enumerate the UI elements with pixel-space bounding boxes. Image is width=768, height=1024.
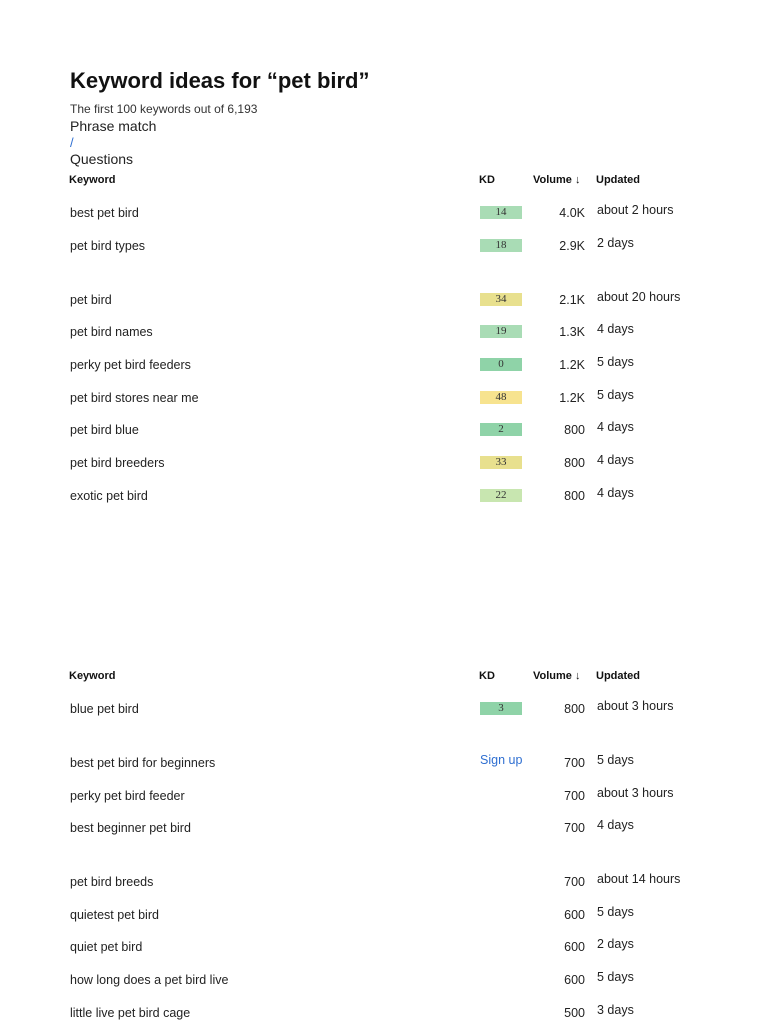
volume-value: 600 — [564, 973, 585, 987]
volume-value: 800 — [564, 702, 585, 716]
volume-value: 800 — [564, 489, 585, 503]
volume-value: 1.2K — [559, 391, 585, 405]
column-header-keyword[interactable]: Keyword — [69, 174, 116, 186]
keywords-table-2 — [0, 668, 768, 1024]
keyword-link[interactable]: pet bird types — [70, 239, 146, 253]
kd-badge: 14 — [480, 206, 522, 219]
table-row — [0, 441, 768, 474]
volume-value: 700 — [564, 875, 585, 889]
keyword-link[interactable]: little live pet bird cage — [70, 1006, 191, 1020]
column-header-updated[interactable]: Updated — [596, 174, 640, 186]
questions-filter[interactable]: Questions — [70, 151, 134, 167]
table-row — [0, 926, 768, 958]
keyword-link[interactable]: best beginner pet bird — [70, 821, 191, 835]
table-row — [0, 224, 768, 257]
volume-value: 700 — [564, 821, 585, 835]
table-row — [0, 192, 768, 224]
updated-value: 5 days — [597, 355, 634, 369]
updated-value: 3 days — [597, 1003, 634, 1017]
kd-badge: 0 — [480, 358, 522, 371]
sign-up-link[interactable]: Sign up — [480, 753, 523, 767]
keyword-link[interactable]: pet bird stores near me — [70, 391, 199, 405]
volume-value: 600 — [564, 940, 585, 954]
table-row — [0, 807, 768, 839]
table-header — [0, 668, 768, 688]
table-row — [0, 409, 768, 441]
kd-badge: 34 — [480, 293, 522, 306]
keyword-link[interactable]: exotic pet bird — [70, 489, 148, 503]
table-row — [0, 958, 768, 991]
table-row — [0, 991, 768, 1024]
table-row — [0, 688, 768, 720]
volume-value: 2.9K — [559, 239, 585, 253]
keyword-link[interactable]: quietest pet bird — [70, 908, 159, 922]
volume-value: 500 — [564, 1006, 585, 1020]
keyword-link[interactable]: perky pet bird feeder — [70, 789, 185, 803]
table-row — [0, 311, 768, 343]
kd-badge: 19 — [480, 325, 522, 338]
column-header-kd[interactable]: KD — [479, 174, 495, 186]
keywords-table-1 — [0, 172, 768, 507]
table-header — [0, 172, 768, 192]
keyword-link[interactable]: best pet bird for beginners — [70, 756, 216, 770]
table-row — [0, 720, 768, 774]
volume-value: 600 — [564, 908, 585, 922]
volume-value: 700 — [564, 756, 585, 770]
keyword-link[interactable]: pet bird blue — [70, 423, 139, 437]
table-row — [0, 474, 768, 507]
volume-value: 2.1K — [559, 293, 585, 307]
filter-separator: / — [70, 135, 74, 150]
column-header-volume[interactable]: Volume ↓ — [533, 670, 581, 682]
volume-value: 4.0K — [559, 206, 585, 220]
column-header-volume[interactable]: Volume ↓ — [533, 174, 581, 186]
volume-value: 800 — [564, 423, 585, 437]
kd-badge: 33 — [480, 456, 522, 469]
updated-value: 4 days — [597, 818, 634, 832]
volume-value: 1.3K — [559, 325, 585, 339]
table-row — [0, 893, 768, 926]
keyword-link[interactable]: pet bird breeds — [70, 875, 154, 889]
keyword-link[interactable]: pet bird — [70, 293, 112, 307]
keyword-link[interactable]: pet bird names — [70, 325, 153, 339]
kd-badge: 18 — [480, 239, 522, 252]
phrase-match-filter[interactable]: Phrase match — [70, 118, 157, 134]
column-header-updated[interactable]: Updated — [596, 670, 640, 682]
page-title: Keyword ideas for “pet bird” — [70, 68, 370, 93]
column-header-kd[interactable]: KD — [479, 670, 495, 682]
keyword-link[interactable]: perky pet bird feeders — [70, 358, 191, 372]
keyword-link[interactable]: best pet bird — [70, 206, 139, 220]
updated-value: 4 days — [597, 420, 634, 434]
results-summary: The first 100 keywords out of 6,193 — [70, 102, 258, 116]
table-row — [0, 839, 768, 893]
updated-value: about 3 hours — [597, 699, 674, 713]
updated-value: about 3 hours — [597, 786, 674, 800]
updated-value: 5 days — [597, 753, 634, 767]
table-row — [0, 376, 768, 409]
updated-value: 5 days — [597, 970, 634, 984]
updated-value: about 2 hours — [597, 203, 674, 217]
updated-value: about 14 hours — [597, 872, 681, 886]
column-header-keyword[interactable]: Keyword — [69, 670, 116, 682]
updated-value: 5 days — [597, 388, 634, 402]
updated-value: 4 days — [597, 486, 634, 500]
keyword-link[interactable]: blue pet bird — [70, 702, 139, 716]
table-row — [0, 774, 768, 807]
table-row — [0, 343, 768, 376]
keyword-link[interactable]: how long does a pet bird live — [70, 973, 229, 987]
updated-value: 5 days — [597, 905, 634, 919]
kd-badge: 3 — [480, 702, 522, 715]
volume-value: 1.2K — [559, 358, 585, 372]
volume-value: 800 — [564, 456, 585, 470]
kd-badge: 48 — [480, 391, 522, 404]
updated-value: 2 days — [597, 937, 634, 951]
kd-badge: 2 — [480, 423, 522, 436]
updated-value: about 20 hours — [597, 290, 681, 304]
updated-value: 4 days — [597, 322, 634, 336]
keyword-link[interactable]: pet bird breeders — [70, 456, 165, 470]
kd-badge: 22 — [480, 489, 522, 502]
table-row — [0, 257, 768, 311]
updated-value: 2 days — [597, 236, 634, 250]
volume-value: 700 — [564, 789, 585, 803]
updated-value: 4 days — [597, 453, 634, 467]
keyword-link[interactable]: quiet pet bird — [70, 940, 143, 954]
